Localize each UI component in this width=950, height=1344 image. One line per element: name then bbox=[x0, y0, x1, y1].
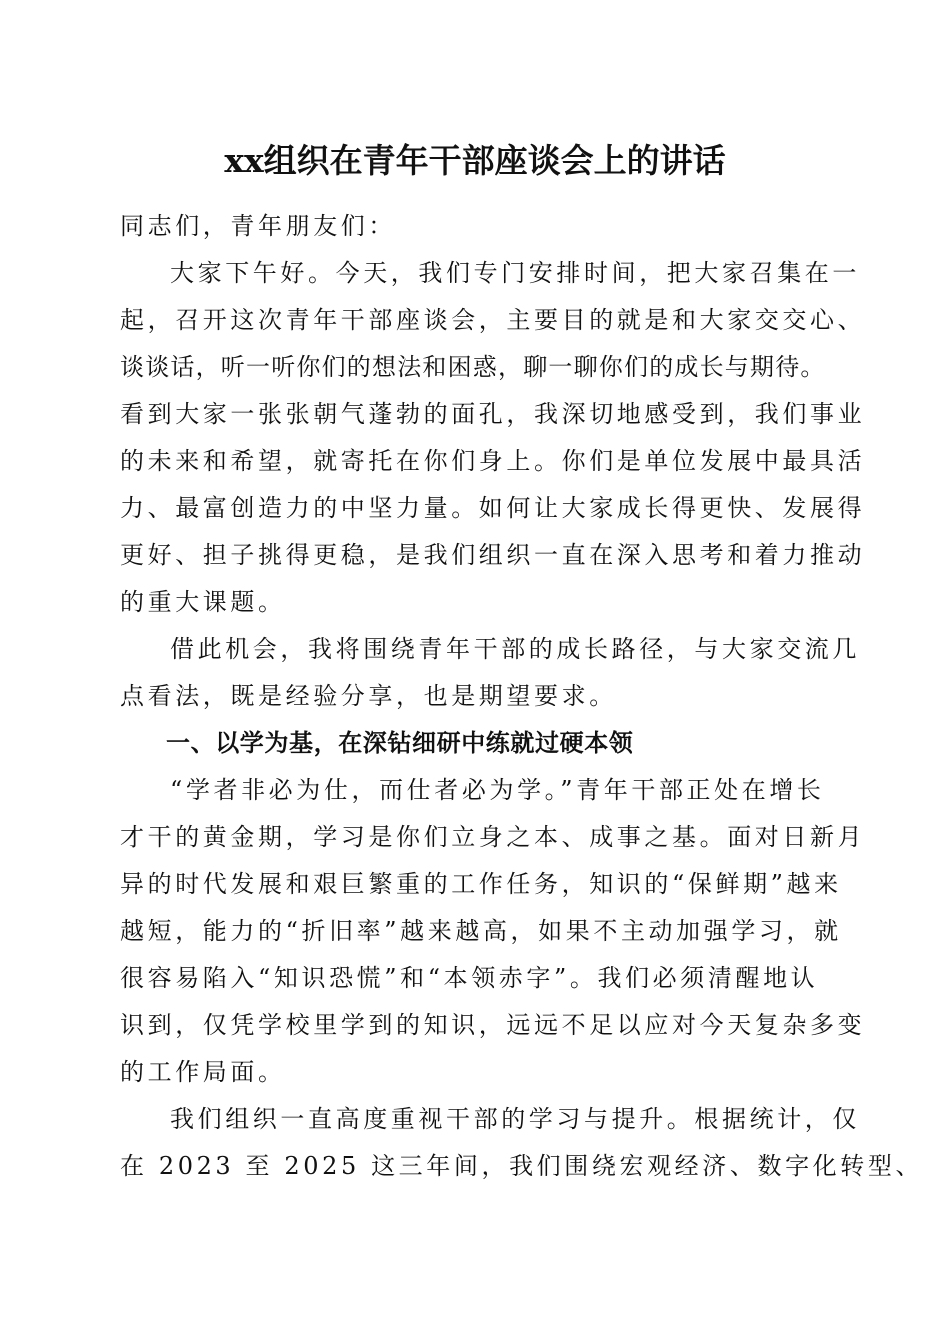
document-body bbox=[120, 203, 924, 1190]
document-title: xx组织在青年干部座谈会上的讲话 bbox=[224, 141, 726, 180]
paragraph-line: 的工作局面。 bbox=[120, 1058, 286, 1086]
paragraph-line: 看到大家一张张朝气蓬勃的面孔，我深切地感受到，我们事业 bbox=[120, 400, 866, 428]
paragraph-line: 的重大课题。 bbox=[120, 588, 286, 616]
paragraph-line: 借此机会，我将围绕青年干部的成长路径，与大家交流几 bbox=[170, 635, 860, 663]
paragraph-line: 起，召开这次青年干部座谈会，主要目的就是和大家交交心、 bbox=[120, 306, 866, 334]
paragraph-line: 我们组织一直高度重视干部的学习与提升。根据统计，仅 bbox=[170, 1105, 860, 1133]
paragraph-line: 很容易陷入“知识恐慌”和“本领赤字”。我们必须清醒地认 bbox=[120, 964, 819, 992]
paragraph-line: 越短，能力的“折旧率”越来越高，如果不主动加强学习，就 bbox=[120, 917, 842, 945]
paragraph-line: “学者非必为仕，而仕者必为学。”青年干部正处在增长 bbox=[170, 776, 825, 804]
paragraph-line: 识到，仅凭学校里学到的知识，远远不足以应对今天复杂多变 bbox=[120, 1011, 866, 1039]
paragraph-line: 点看法，既是经验分享，也是期望要求。 bbox=[120, 682, 617, 710]
paragraph-line: 谈谈话，听一听你们的想法和困惑，聊一聊你们的成长与期待。 bbox=[120, 353, 826, 381]
salutation: 同志们，青年朋友们： bbox=[120, 212, 396, 240]
paragraph-line: 的未来和希望，就寄托在你们身上。你们是单位发展中最具活 bbox=[120, 447, 866, 475]
paragraph-line: 大家下午好。今天，我们专门安排时间，把大家召集在一 bbox=[170, 259, 860, 287]
paragraph-line: 更好、担子挑得更稳，是我们组织一直在深入思考和着力推动 bbox=[120, 541, 866, 569]
section-heading: 一、以学为基，在深钻细研中练就过硬本领 bbox=[166, 729, 634, 757]
paragraph-line: 异的时代发展和艰巨繁重的工作任务，知识的“保鲜期”越来 bbox=[120, 870, 842, 898]
paragraph-line: 才干的黄金期，学习是你们立身之本、成事之基。面对日新月 bbox=[120, 823, 866, 851]
paragraph-line: 力、最富创造力的中坚力量。如何让大家成长得更快、发展得 bbox=[120, 494, 866, 522]
paragraph-line: 在 2023 至 2025 这三年间，我们围绕宏观经济、数字化转型、 bbox=[120, 1152, 924, 1180]
